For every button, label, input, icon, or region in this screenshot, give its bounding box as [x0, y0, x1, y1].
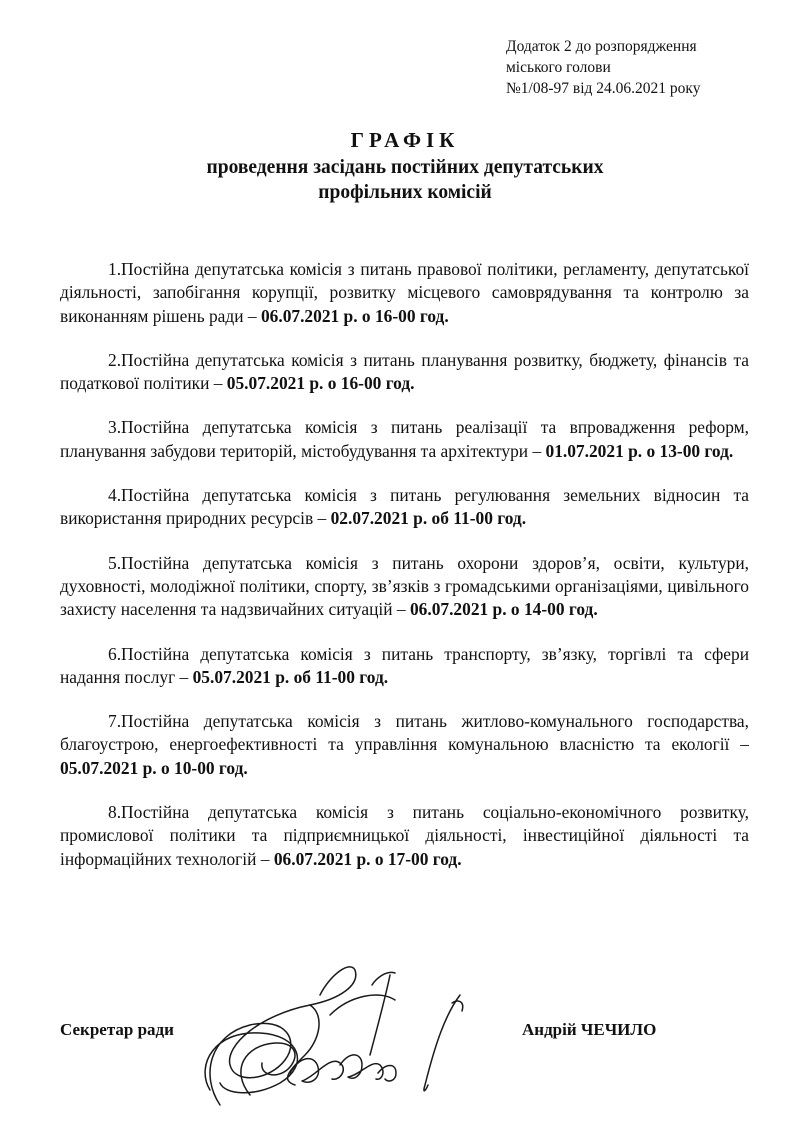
title-line-2: проведення засідань постійних депутатських: [206, 157, 604, 178]
document-title: [60, 128, 750, 205]
meeting-datetime: 05.07.2021 р. о 10-00 год.: [60, 757, 248, 778]
title-line-3: профільних комісій: [318, 182, 492, 203]
appendix-note: [506, 36, 786, 99]
commission-text: 8.Постійна депутатська комісія з питань соціально-економічного розвитку, промислової політики та підприємницької діяльності, інвестиційної діяльності та інформаційних технологій –: [60, 802, 749, 869]
appendix-line-1: Додаток 2 до розпорядження: [506, 38, 697, 55]
meeting-datetime: 06.07.2021 р. о 14-00 год.: [409, 599, 598, 620]
meeting-datetime: 05.07.2021 р. об 11-00 год.: [192, 666, 389, 687]
commission-item: [60, 552, 749, 622]
commission-item: [60, 349, 749, 396]
appendix-line-2: міського голови: [506, 59, 611, 76]
signatory-name: Андрій ЧЕЧИЛО: [522, 1020, 657, 1039]
signatory-role: Секретар ради: [60, 1020, 174, 1039]
title-main: ГРАФІК: [350, 128, 460, 152]
commission-item: [60, 484, 749, 531]
commission-item: [60, 258, 749, 328]
meeting-datetime: 02.07.2021 р. об 11-00 год.: [330, 508, 527, 529]
commission-item: [60, 643, 749, 690]
commission-text: 1.Постійна депутатська комісія з питань правової політики, регламенту, депутатської діяльності, запобігання корупції, розвитку місцевого самоврядування та контролю за виконанням рішень ради –: [60, 259, 749, 326]
appendix-line-3: №1/08-97 від 24.06.2021 року: [506, 80, 701, 97]
commission-item: [60, 710, 749, 780]
commission-text: 5.Постійна депутатська комісія з питань охорони здоров’я, освіти, культури, духовності, молодіжної політики, спорту, зв’язків з громадськими організаціями, цивільного захисту населення та надзвичайних ситуацій –: [60, 552, 749, 620]
commission-text: 7.Постійна депутатська комісія з питань житлово-комунального господарства, благоустрою, енергоефективності та управління комунальною власністю та екології –: [60, 711, 749, 755]
commission-text: 2.Постійна депутатська комісія з питань планування розвитку, бюджету, фінансів та податкової політики –: [60, 349, 749, 394]
commission-item: [60, 801, 749, 871]
commission-text: 4.Постійна депутатська комісія з питань регулювання земельних відносин та використання природних ресурсів –: [60, 485, 749, 529]
meeting-datetime: 06.07.2021 р. о 16-00 год.: [260, 305, 449, 326]
meeting-datetime: 06.07.2021 р. о 17-00 год.: [273, 848, 462, 869]
commission-list: [60, 258, 749, 892]
commission-text: 3.Постійна депутатська комісія з питань реалізації та впровадження реформ, планування забудови територій, містобудування та архітектури –: [60, 417, 749, 461]
commission-text: 6.Постійна депутатська комісія з питань транспорту, зв’язку, торгівлі та сфери надання послуг –: [60, 643, 749, 687]
signature-block: [60, 1020, 760, 1060]
meeting-datetime: 01.07.2021 р. о 13-00 год.: [545, 440, 734, 461]
meeting-datetime: 05.07.2021 р. о 16-00 год.: [226, 373, 415, 394]
commission-item: [60, 416, 749, 463]
